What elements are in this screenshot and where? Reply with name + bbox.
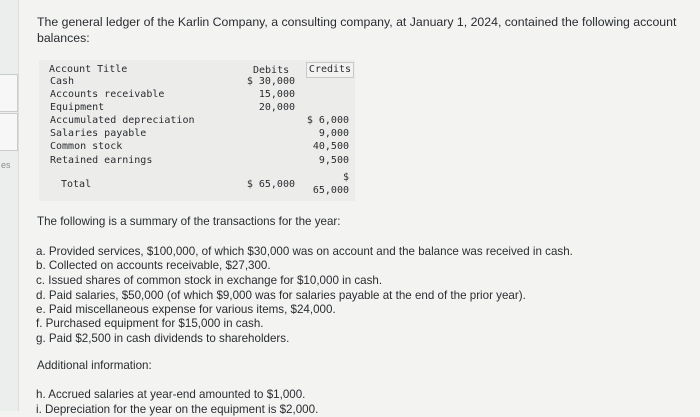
- row-credit: $ 6,000: [306, 115, 349, 126]
- additional-info-label: Additional information:: [37, 359, 152, 372]
- header-debits: Debits: [253, 65, 290, 76]
- row-account: Cash: [50, 76, 75, 87]
- total-credit-symbol: $: [342, 172, 349, 183]
- row-account: Salaries payable: [50, 128, 147, 139]
- transaction-item: a. Provided services, $100,000, of which $30,000 was on account and the balance was received in cash.: [36, 245, 573, 258]
- total-debit: $ 65,000: [246, 179, 295, 190]
- transaction-item: e. Paid miscellaneous expense for various items, $24,000.: [36, 303, 336, 316]
- additional-item: h. Accrued salaries at year-end amounted to $1,000.: [36, 388, 306, 401]
- side-tab-1[interactable]: [0, 74, 18, 112]
- problem-intro: The general ledger of the Karlin Company, a consulting company, at January 1, 2024, contained the following account balances:: [37, 15, 677, 45]
- side-strip-label: es: [1, 160, 11, 170]
- header-account-title: Account Title: [49, 64, 128, 75]
- row-credit: 40,500: [312, 141, 349, 152]
- transaction-item: c. Issued shares of common stock in exchange for $10,000 in cash.: [36, 274, 383, 287]
- row-credit: 9,500: [318, 155, 349, 166]
- row-debit: $ 30,000: [246, 76, 295, 87]
- row-debit: 15,000: [258, 89, 295, 100]
- row-account: Equipment: [50, 102, 105, 113]
- side-tab-2[interactable]: [0, 113, 18, 151]
- header-credits: Credits: [306, 62, 354, 78]
- row-account: Accounts receivable: [50, 89, 165, 100]
- summary-intro: The following is a summary of the transactions for the year:: [37, 215, 341, 228]
- transaction-item: f. Purchased equipment for $15,000 in cash.: [36, 317, 264, 330]
- additional-item: i. Depreciation for the year on the equipment is $2,000.: [36, 403, 319, 416]
- row-account: Accumulated depreciation: [50, 115, 195, 126]
- transaction-item: d. Paid salaries, $50,000 (of which $9,000 was for salaries payable at the end of the prior year).: [36, 289, 526, 302]
- total-credit: 65,000: [312, 185, 349, 196]
- row-account: Common stock: [50, 141, 123, 152]
- side-panel-strip: [0, 0, 19, 411]
- row-credit: 9,000: [318, 128, 349, 139]
- row-account: Retained earnings: [50, 155, 153, 166]
- transaction-item: g. Paid $2,500 in cash dividends to shareholders.: [36, 332, 290, 345]
- transaction-item: b. Collected on accounts receivable, $27,300.: [36, 259, 271, 272]
- row-debit: 20,000: [258, 102, 295, 113]
- total-label: Total: [61, 179, 92, 190]
